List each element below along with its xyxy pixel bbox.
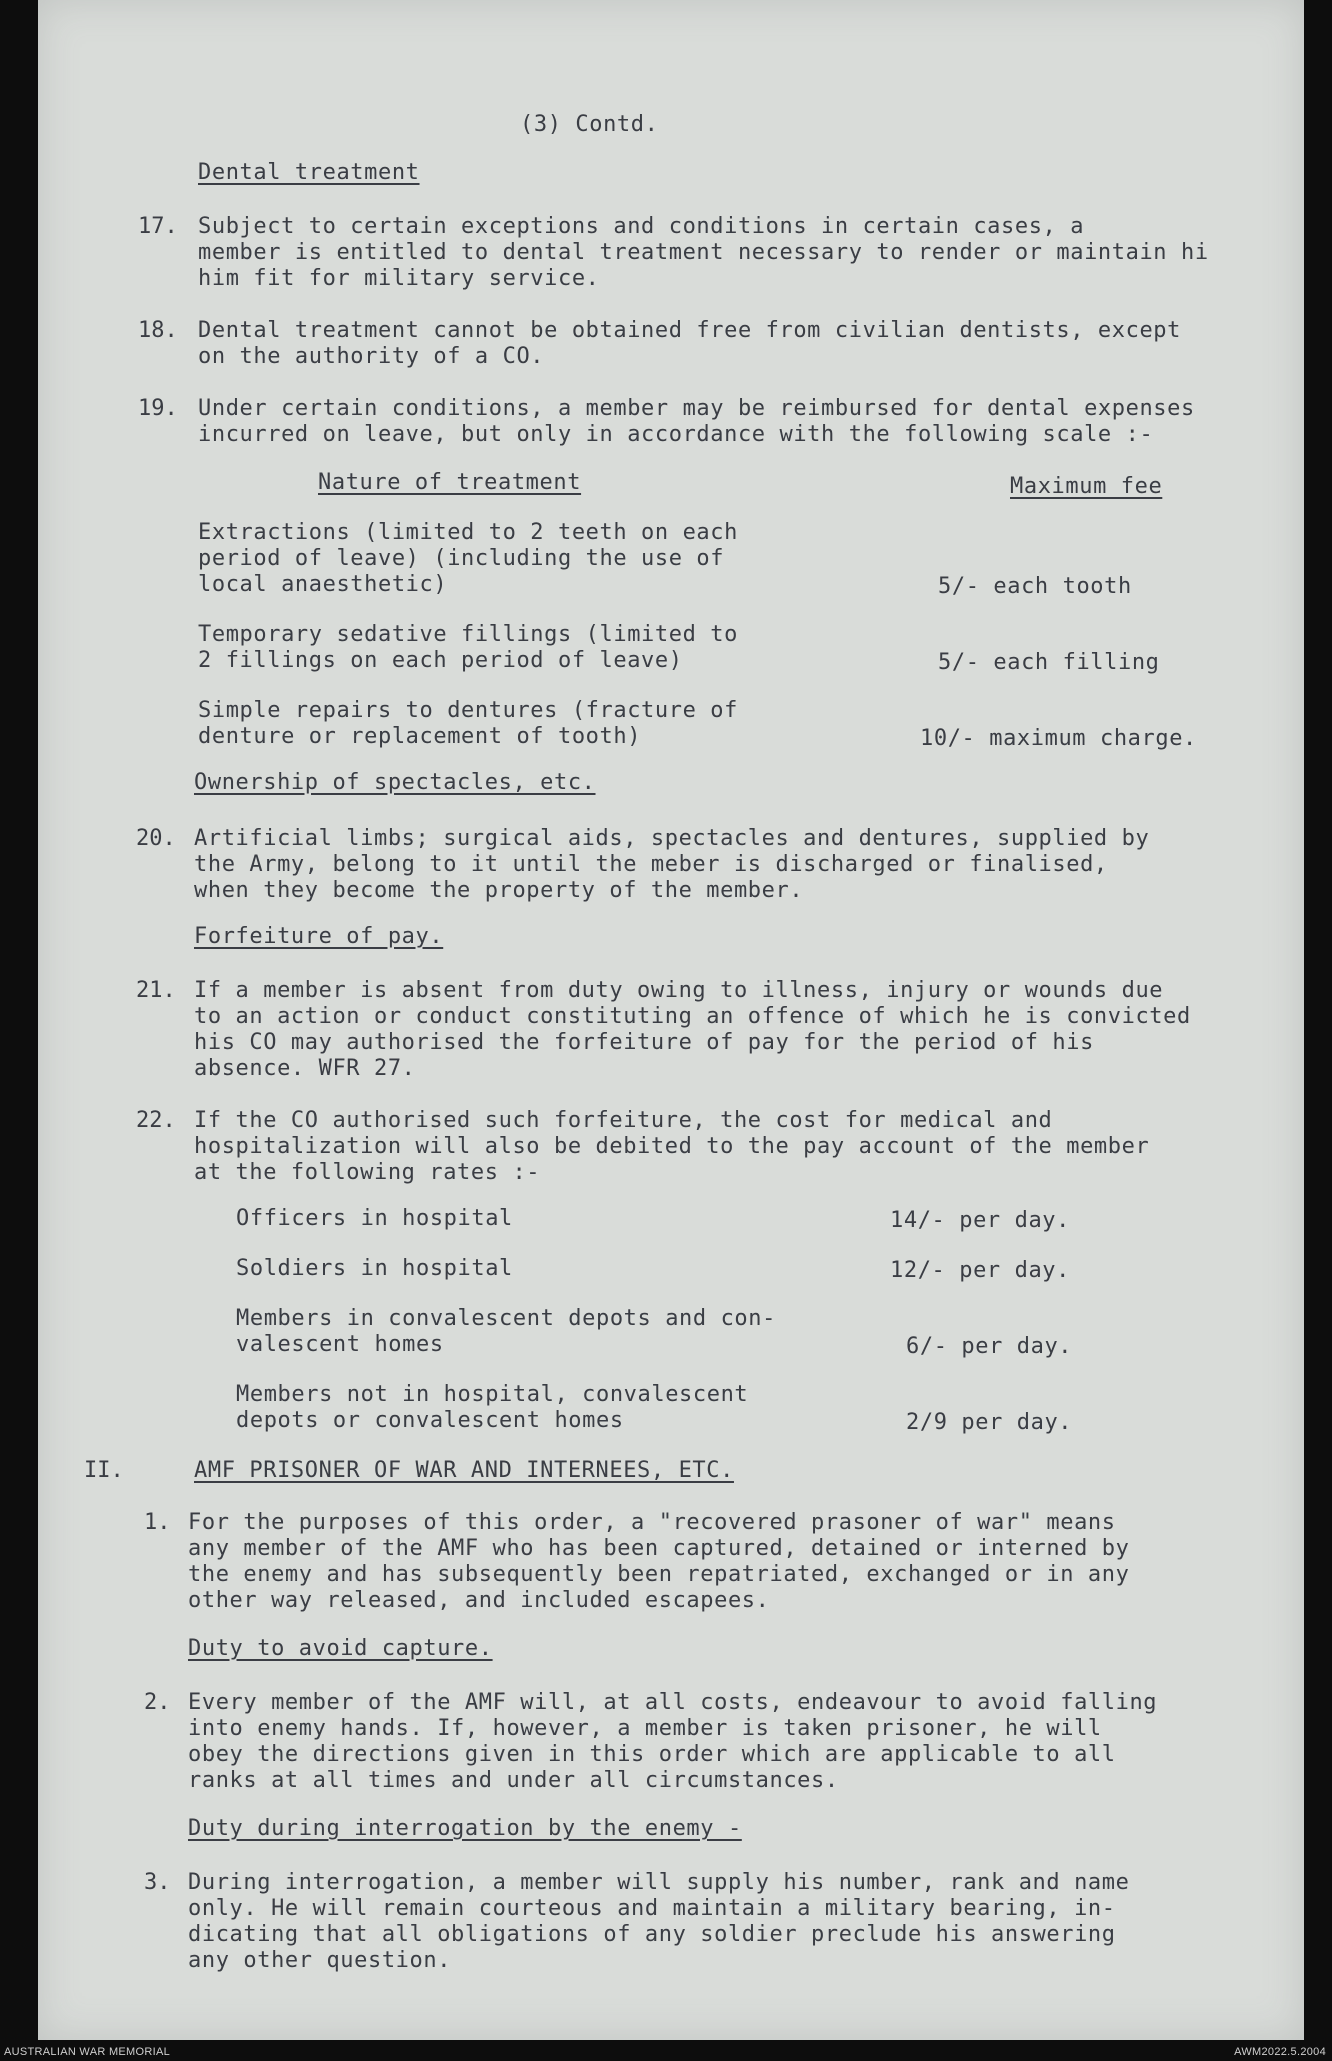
capture-heading: Duty to avoid capture. bbox=[188, 1636, 493, 1661]
treatment-line: denture or replacement of tooth) bbox=[198, 724, 642, 749]
para-line: the Army, belong to it until the meber is discharged or finalised, bbox=[194, 852, 1108, 877]
treatment-line: 2 fillings on each period of leave) bbox=[198, 648, 683, 673]
para-line: If a member is absent from duty owing to illness, injury or wounds due bbox=[194, 978, 1164, 1003]
para-line: on the authority of a CO. bbox=[198, 344, 545, 369]
document-page bbox=[38, 0, 1304, 2040]
interrogation-heading: Duty during interrogation by the enemy - bbox=[188, 1816, 742, 1841]
para-number: 3. bbox=[144, 1870, 171, 1895]
forfeiture-heading: Forfeiture of pay. bbox=[194, 924, 444, 949]
rate-value: 6/- per day. bbox=[906, 1334, 1073, 1359]
treatment-fee: 5/- each tooth bbox=[938, 574, 1132, 599]
treatment-line: Simple repairs to dentures (fracture of bbox=[198, 698, 738, 723]
rate-label: Officers in hospital bbox=[236, 1206, 513, 1231]
section-ii-heading: AMF PRISONER OF WAR AND INTERNEES, ETC. bbox=[194, 1458, 734, 1483]
rate-label: Members not in hospital, convalescent bbox=[236, 1382, 749, 1407]
para-line: If the CO authorised such forfeiture, the cost for medical and bbox=[194, 1108, 1053, 1133]
para-line: dicating that all obligations of any soldier preclude his answering bbox=[188, 1922, 1116, 1947]
table-col-fee: Maximum fee bbox=[1010, 474, 1163, 499]
para-line: Artificial limbs; surgical aids, spectacles and dentures, supplied by bbox=[194, 826, 1150, 851]
treatment-fee: 5/- each filling bbox=[938, 650, 1160, 675]
para-number: 19. bbox=[138, 396, 178, 421]
para-number: 22. bbox=[136, 1108, 176, 1133]
para-number: 20. bbox=[136, 826, 176, 851]
para-line: the enemy and has subsequently been repatriated, exchanged or in any bbox=[188, 1562, 1130, 1587]
para-line: incurred on leave, but only in accordance with the following scale :- bbox=[198, 422, 1154, 447]
para-line: at the following rates :- bbox=[194, 1160, 541, 1185]
para-line: absence. WFR 27. bbox=[194, 1056, 416, 1081]
rate-value: 14/- per day. bbox=[890, 1208, 1070, 1233]
para-line: only. He will remain courteous and maintain a military bearing, in- bbox=[188, 1896, 1116, 1921]
para-line: During interrogation, a member will supply his number, rank and name bbox=[188, 1870, 1130, 1895]
para-number: 2. bbox=[144, 1690, 171, 1715]
para-line: any member of the AMF who has been captured, detained or interned by bbox=[188, 1536, 1130, 1561]
treatment-line: local anaesthetic) bbox=[198, 572, 448, 597]
para-number: 1. bbox=[144, 1510, 171, 1535]
page-header: (3) Contd. bbox=[520, 112, 659, 137]
rate-label: Members in convalescent depots and con- bbox=[236, 1306, 776, 1331]
para-line: For the purposes of this order, a "recovered prasoner of war" means bbox=[188, 1510, 1116, 1535]
table-col-treatment: Nature of treatment bbox=[318, 470, 582, 495]
para-number: 21. bbox=[136, 978, 176, 1003]
treatment-line: Extractions (limited to 2 teeth on each bbox=[198, 520, 738, 545]
para-line: his CO may authorised the forfeiture of pay for the period of his bbox=[194, 1030, 1094, 1055]
rate-label: valescent homes bbox=[236, 1332, 444, 1357]
rate-label: Soldiers in hospital bbox=[236, 1256, 513, 1281]
para-line: Under certain conditions, a member may be reimbursed for dental expenses bbox=[198, 396, 1195, 421]
para-line: ranks at all times and under all circumstances. bbox=[188, 1768, 839, 1793]
para-line: obey the directions given in this order which are applicable to all bbox=[188, 1742, 1116, 1767]
treatment-fee: 10/- maximum charge. bbox=[920, 726, 1197, 751]
treatment-line: Temporary sedative fillings (limited to bbox=[198, 622, 738, 647]
treatment-line: period of leave) (including the use of bbox=[198, 546, 725, 571]
para-line: member is entitled to dental treatment necessary to render or maintain hi bbox=[198, 240, 1209, 265]
para-line: to an action or conduct constituting an offence of which he is convicted bbox=[194, 1004, 1191, 1029]
para-number: 17. bbox=[138, 214, 178, 239]
footer-left: AUSTRALIAN WAR MEMORIAL bbox=[4, 2046, 171, 2058]
section-number: II. bbox=[84, 1458, 124, 1483]
para-line: into enemy hands. If, however, a member is taken prisoner, he will bbox=[188, 1716, 1102, 1741]
para-line: hospitalization will also be debited to the pay account of the member bbox=[194, 1134, 1150, 1159]
para-line: Subject to certain exceptions and conditions in certain cases, a bbox=[198, 214, 1085, 239]
para-line: when they become the property of the member. bbox=[194, 878, 804, 903]
para-line: other way released, and included escapees. bbox=[188, 1588, 770, 1613]
spectacles-heading: Ownership of spectacles, etc. bbox=[194, 770, 596, 795]
rate-value: 2/9 per day. bbox=[906, 1410, 1073, 1435]
para-line: Dental treatment cannot be obtained free from civilian dentists, except bbox=[198, 318, 1182, 343]
dental-heading: Dental treatment bbox=[198, 160, 420, 185]
rate-label: depots or convalescent homes bbox=[236, 1408, 624, 1433]
para-line: any other question. bbox=[188, 1948, 452, 1973]
para-number: 18. bbox=[138, 318, 178, 343]
para-line: him fit for military service. bbox=[198, 266, 600, 291]
footer-right: AWM2022.5.2004 bbox=[1234, 2046, 1326, 2058]
para-line: Every member of the AMF will, at all costs, endeavour to avoid falling bbox=[188, 1690, 1158, 1715]
rate-value: 12/- per day. bbox=[890, 1258, 1070, 1283]
